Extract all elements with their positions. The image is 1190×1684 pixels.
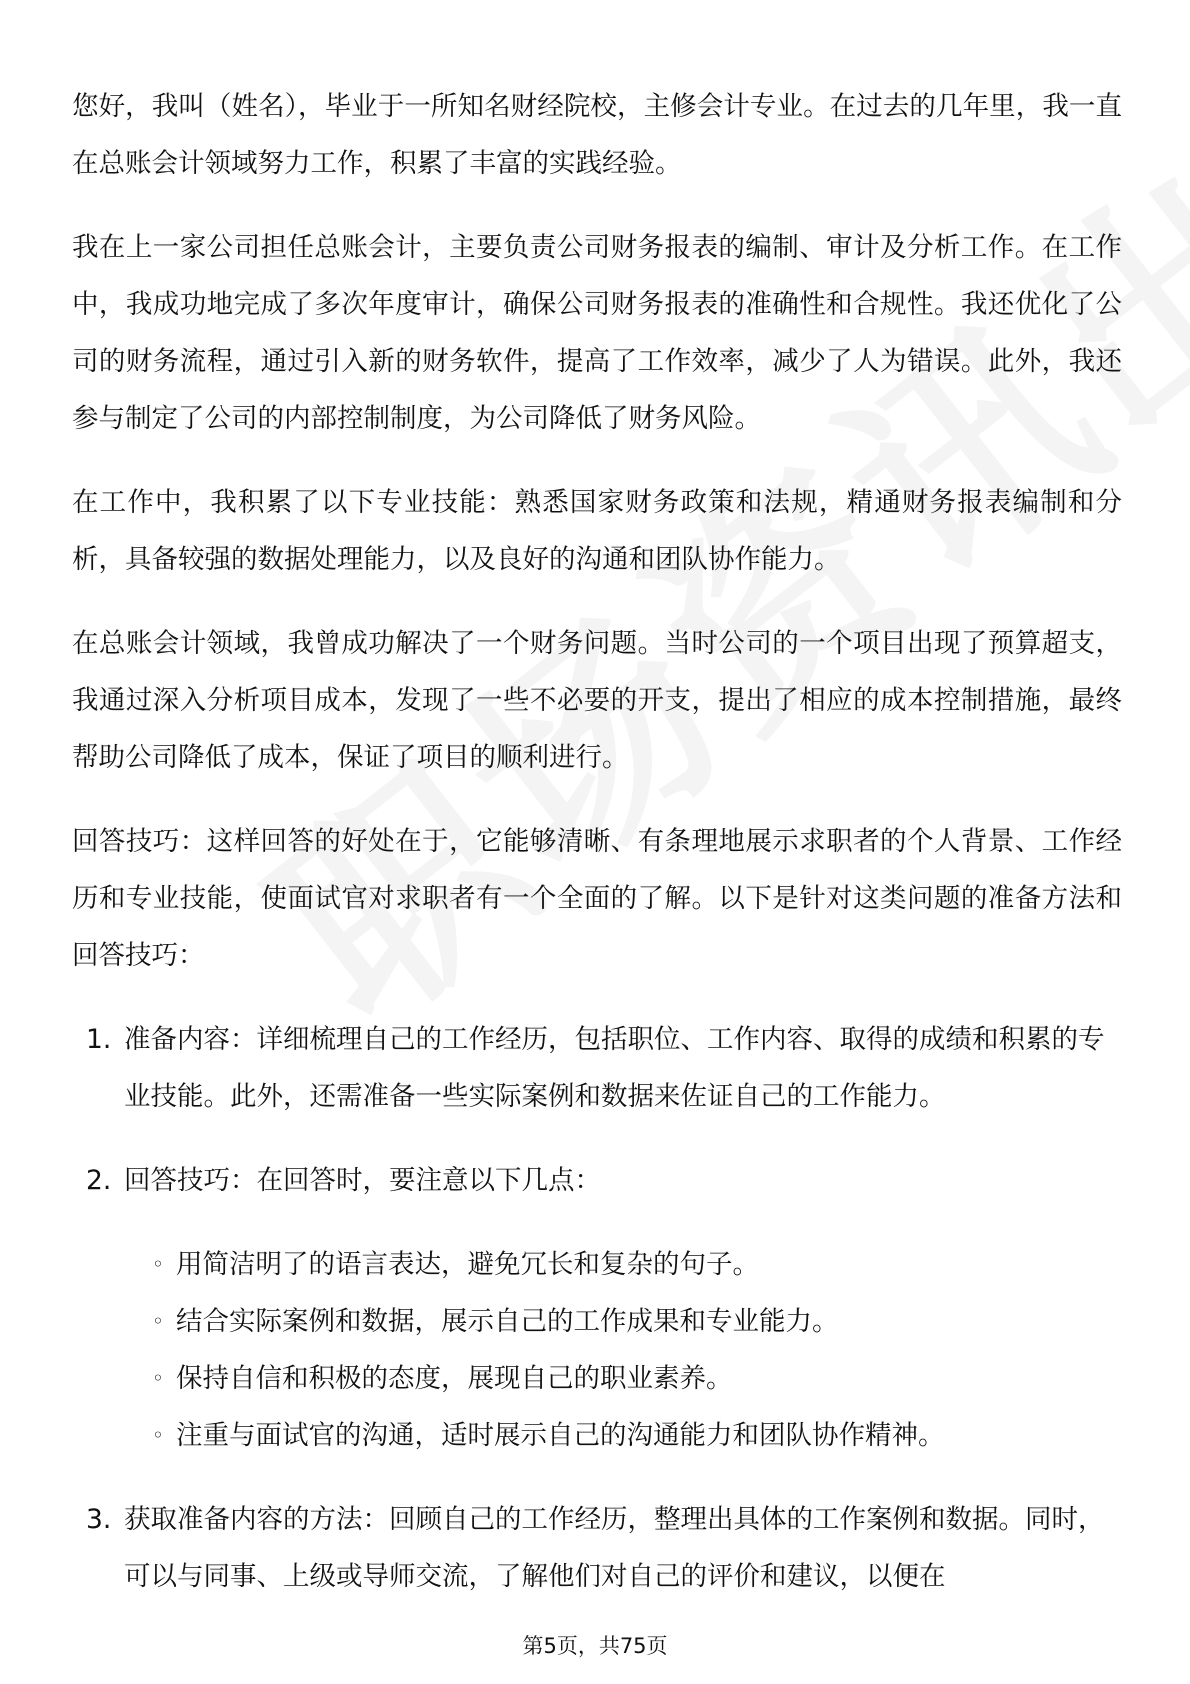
list-item bbox=[72, 1491, 1122, 1605]
bullet-circle-icon: ◦ bbox=[152, 1423, 164, 1447]
list-number: 3. bbox=[86, 1504, 112, 1535]
bullet-circle-icon: ◦ bbox=[152, 1366, 164, 1390]
tip-item bbox=[124, 1407, 1122, 1464]
list-number: 1. bbox=[86, 1024, 112, 1055]
bullet-circle-icon: ◦ bbox=[152, 1252, 164, 1276]
paragraph-answer-tips: 回答技巧：这样回答的好处在于，它能够清晰、有条理地展示求职者的个人背景、工作经历和专业技能，使面试官对求职者有一个全面的了解。以下是针对这类问题的准备方法和回答技巧： bbox=[72, 826, 1122, 971]
list-item-text: 获取准备内容的方法：回顾自己的工作经历，整理出具体的工作案例和数据。同时，可以与同事、上级或导师交流，了解他们对自己的评价和建议，以便在 bbox=[124, 1504, 1105, 1592]
list-item-text: 准备内容：详细梳理自己的工作经历，包括职位、工作内容、取得的成绩和积累的专业技能。此外，还需准备一些实际案例和数据来佐证自己的工作能力。 bbox=[124, 1024, 1105, 1112]
paragraph-experience: 我在上一家公司担任总账会计，主要负责公司财务报表的编制、审计及分析工作。在工作中，我成功地完成了多次年度审计，确保公司财务报表的准确性和合规性。我还优化了公司的财务流程，通过引入新的财务软件，提高了工作效率，减少了人为错误。此外，我还参与制定了公司的内部控制制度，为公司降低了财务风险。 bbox=[72, 232, 1122, 434]
tip-item bbox=[124, 1350, 1122, 1407]
page-number-footer: 第5页，共75页 bbox=[522, 1634, 668, 1658]
tips-list bbox=[124, 1236, 1122, 1464]
steps-list bbox=[72, 1011, 1122, 1605]
tip-item bbox=[124, 1293, 1122, 1350]
paragraph-intro: 您好，我叫（姓名），毕业于一所知名财经院校，主修会计专业。在过去的几年里，我一直在总账会计领域努力工作，积累了丰富的实践经验。 bbox=[72, 91, 1122, 179]
paragraph-case: 在总账会计领域，我曾成功解决了一个财务问题。当时公司的一个项目出现了预算超支，我通过深入分析项目成本，发现了一些不必要的开支，提出了相应的成本控制措施，最终帮助公司降低了成本，保证了项目的顺利进行。 bbox=[72, 628, 1122, 773]
tip-text: 用简洁明了的语言表达，避免冗长和复杂的句子。 bbox=[176, 1249, 759, 1280]
tip-item bbox=[124, 1236, 1122, 1293]
paragraph-skills: 在工作中，我积累了以下专业技能：熟悉国家财务政策和法规，精通财务报表编制和分析，具备较强的数据处理能力，以及良好的沟通和团队协作能力。 bbox=[72, 487, 1122, 575]
tip-text: 结合实际案例和数据，展示自己的工作成果和专业能力。 bbox=[176, 1306, 839, 1337]
document-body bbox=[72, 78, 1122, 1632]
list-item-text: 回答技巧：在回答时，要注意以下几点： bbox=[124, 1165, 601, 1196]
list-item bbox=[72, 1011, 1122, 1125]
list-item bbox=[72, 1152, 1122, 1464]
tip-text: 注重与面试官的沟通，适时展示自己的沟通能力和团队协作精神。 bbox=[176, 1420, 945, 1451]
list-number: 2. bbox=[86, 1165, 112, 1196]
bullet-circle-icon: ◦ bbox=[152, 1309, 164, 1333]
tip-text: 保持自信和积极的态度，展现自己的职业素养。 bbox=[176, 1363, 733, 1394]
